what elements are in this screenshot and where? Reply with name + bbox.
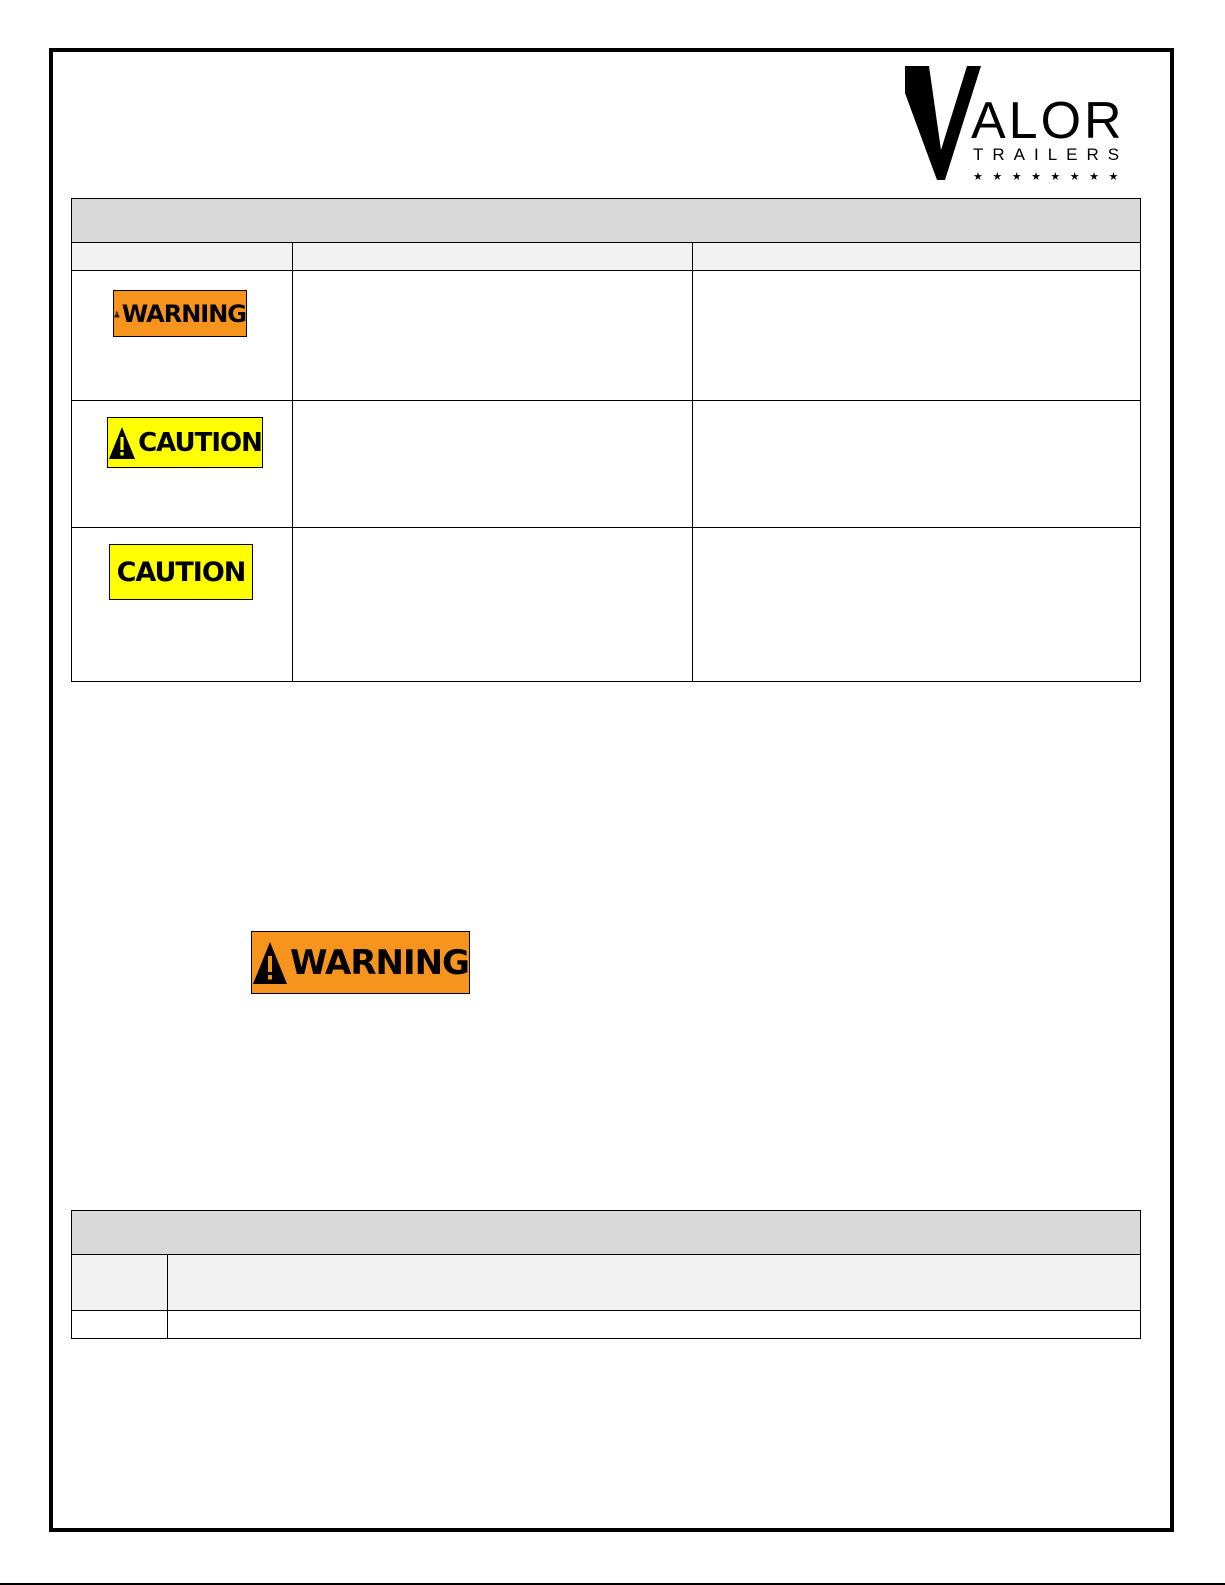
logo-tagline: TRAILERS: [973, 145, 1129, 164]
table-title-cell: [72, 199, 1141, 243]
alert-triangle-icon: [114, 299, 120, 329]
header-cell-meaning: [693, 243, 1141, 271]
logo-brand-text: ALOR: [971, 92, 1125, 150]
meaning-cell: [693, 401, 1141, 528]
header-cell-signal-word: [293, 243, 693, 271]
caution-label-text: CAUTION: [138, 427, 262, 458]
table-row: [72, 528, 1141, 682]
caution-notice-label-text: CAUTION: [116, 556, 246, 588]
table-row: [72, 401, 1141, 528]
signal-words-table: [71, 198, 1141, 682]
row-cell-right: [168, 1311, 1141, 1339]
caution-label: [107, 417, 263, 468]
table-title-cell: [72, 1211, 1141, 1255]
table-row: [72, 271, 1141, 401]
table-row: [72, 1311, 1141, 1339]
label-cell: [72, 271, 293, 401]
meaning-cell: [693, 271, 1141, 401]
caution-notice-label: [109, 544, 253, 600]
table-header-row: [72, 243, 1141, 271]
logo-stars: ★ ★ ★ ★ ★ ★ ★ ★: [973, 170, 1122, 182]
warning-label-text: WARNING: [121, 299, 246, 328]
label-cell: [72, 401, 293, 528]
valor-trailers-logo: [905, 64, 1140, 182]
header-cell-left: [72, 1255, 168, 1311]
alert-triangle-icon: [252, 941, 288, 985]
header-cell-label: [72, 243, 293, 271]
header-cell-right: [168, 1255, 1141, 1311]
row-cell-left: [72, 1311, 168, 1339]
label-cell: [72, 528, 293, 682]
revision-table: [71, 1210, 1141, 1339]
standalone-warning-label-text: WARNING: [290, 942, 469, 983]
signal-word-cell: [293, 271, 693, 401]
standalone-warning-label: [251, 931, 470, 994]
warning-label: [113, 290, 247, 337]
table-header-row: [72, 1255, 1141, 1311]
signal-word-cell: [293, 401, 693, 528]
alert-triangle-icon: [108, 426, 136, 460]
standalone-warning-label-wrap: [251, 931, 470, 994]
logo-v-mark: [905, 66, 981, 180]
table-title-row: [72, 1211, 1141, 1255]
meaning-cell: [693, 528, 1141, 682]
table-title-row: [72, 199, 1141, 243]
signal-word-cell: [293, 528, 693, 682]
